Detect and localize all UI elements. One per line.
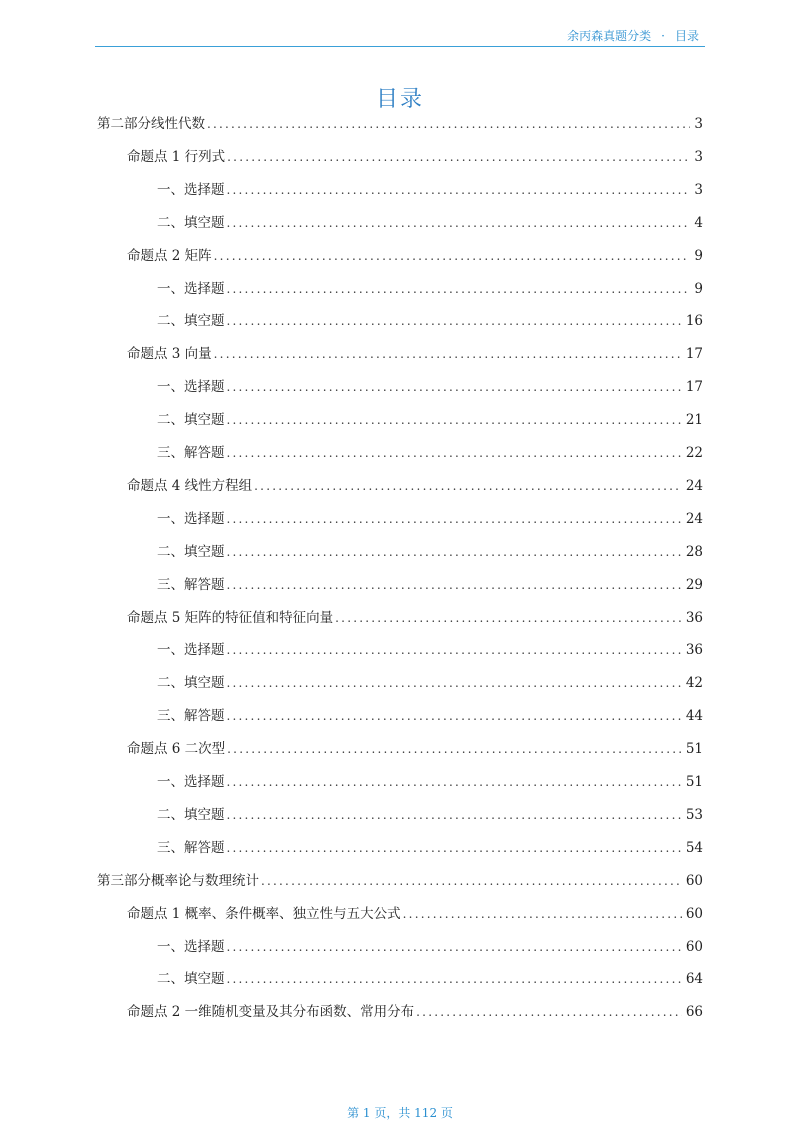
page-footer: 第 1 页，共 112 页 [347,1106,453,1120]
toc-entry-label: 三、解答题 [157,576,225,593]
toc-dot-leader [227,739,682,759]
toc-entry[interactable] [97,805,703,825]
toc-entry-label: 一、选择题 [157,642,225,659]
toc-entry-label: 一、选择题 [157,510,225,527]
toc-entry-label: 一、选择题 [157,181,225,198]
toc-dot-leader [227,509,682,529]
toc-dot-leader [227,279,691,299]
toc-entry[interactable] [97,542,703,562]
toc-entry[interactable] [97,114,703,134]
toc-entry-page: 28 [685,543,703,560]
toc-dot-leader [214,246,691,266]
header-section-title: 目录 [674,29,699,43]
toc-entry-label: 一、选择题 [157,774,225,790]
toc-entry-page: 9 [694,280,703,297]
toc-dot-leader [227,377,682,397]
toc-entry-page: 64 [685,971,703,988]
toc-dot-leader [335,608,682,628]
toc-entry-label: 命题点 1 行列式 [127,148,226,165]
toc-entry-page: 24 [685,510,703,527]
toc-entry[interactable] [97,509,703,529]
toc-entry[interactable] [97,410,703,430]
toc-entry-page: 44 [685,708,703,725]
toc-entry-page: 36 [685,642,703,659]
toc-entry-page: 3 [694,116,703,132]
toc-dot-leader [227,575,682,595]
toc-entry[interactable] [97,344,703,364]
toc-entry[interactable] [97,377,703,397]
toc-entry-page: 51 [685,774,703,790]
toc-entry-page: 17 [685,379,703,396]
toc-entry[interactable] [97,180,703,200]
toc-entry-label: 命题点 5 矩阵的特征值和特征向量 [127,609,334,626]
toc-entry-page: 3 [694,148,703,165]
toc-entry-page: 60 [685,938,703,955]
toc-entry-label: 一、选择题 [157,280,225,297]
toc-entry-page: 3 [694,181,703,198]
toc-entry[interactable] [97,673,703,693]
toc-dot-leader [227,838,682,858]
toc-entry-label: 一、选择题 [157,379,225,396]
toc-entry[interactable] [97,476,703,496]
toc-entry[interactable] [97,246,703,266]
toc-dot-leader [227,937,682,957]
toc-entry[interactable] [97,706,703,726]
toc-entry[interactable] [97,443,703,463]
toc-entry-page: 4 [694,214,703,231]
toc-entry-page: 24 [685,477,703,494]
toc-entry-label: 第三部分概率论与数理统计 [97,872,259,889]
toc-entry[interactable] [97,838,703,858]
toc-dot-leader [227,969,682,989]
toc-entry[interactable] [97,937,703,957]
toc-dot-leader [207,114,690,134]
toc-dot-leader [227,805,682,825]
toc-dot-leader [214,344,682,364]
toc-entry[interactable] [97,739,703,759]
toc-entry-label: 三、解答题 [157,445,225,461]
toc-entry-page: 60 [685,872,703,889]
toc-dot-leader [416,1002,682,1022]
toc-entry-page: 51 [685,741,703,758]
toc-dot-leader [227,410,682,430]
toc-dot-leader [227,772,682,792]
toc-entry[interactable] [97,904,703,924]
toc-entry-label: 一、选择题 [157,938,225,955]
toc-entry-label: 命题点 6 二次型 [127,741,226,758]
toc-entry-label: 二、填空题 [157,214,225,231]
header-book-title: 余丙森真题分类 [567,29,652,43]
toc-entry-page: 36 [685,609,703,626]
toc-entry-label: 二、填空题 [157,806,225,823]
header-text [567,27,699,44]
toc-entry-label: 第二部分线性代数 [97,116,205,132]
toc-dot-leader [227,443,682,463]
toc-entry-label: 命题点 2 一维随机变量及其分布函数、常用分布 [127,1004,415,1021]
toc-dot-leader [227,673,682,693]
toc-entry-label: 三、解答题 [157,708,225,725]
toc-entry[interactable] [97,640,703,660]
toc-entry-label: 二、填空题 [157,313,225,330]
toc-entry-page: 42 [685,675,703,692]
toc-entry[interactable] [97,213,703,233]
toc-entry[interactable] [97,311,703,331]
page-title: 目录 [375,87,424,112]
toc-entry-label: 命题点 3 向量 [127,346,212,363]
toc-entry[interactable] [97,147,703,167]
toc-entry-label: 命题点 1 概率、条件概率、独立性与五大公式 [127,905,401,922]
toc-dot-leader [227,147,690,167]
toc-entry-page: 54 [685,839,703,856]
toc-entry-label: 二、填空题 [157,971,225,988]
toc-dot-leader [254,476,682,496]
toc-entry-page: 53 [685,806,703,823]
toc-dot-leader [227,311,682,331]
toc-dot-leader [227,542,682,562]
toc-entry-page: 29 [685,576,703,593]
toc-entry-label: 二、填空题 [157,543,225,560]
toc-dot-leader [403,904,682,924]
toc-entry[interactable] [97,608,703,628]
toc-entry[interactable] [97,1002,703,1022]
toc-entry-page: 17 [685,346,703,363]
toc-entry[interactable] [97,772,703,792]
toc-entry-label: 二、填空题 [157,412,225,429]
toc-dot-leader [261,871,682,891]
toc-dot-leader [227,180,691,200]
toc-entry[interactable] [97,969,703,989]
toc-entry[interactable] [97,575,703,595]
header-separator: · [661,29,665,43]
toc-entry-label: 二、填空题 [157,675,225,692]
page-header [95,24,705,47]
toc-dot-leader [227,640,682,660]
toc-entry-page: 21 [685,412,703,429]
toc-dot-leader [227,706,682,726]
toc-entry-label: 命题点 2 矩阵 [127,247,212,264]
toc-dot-leader [227,213,691,233]
toc-entry-page: 16 [685,313,703,330]
toc-entry-page: 9 [694,247,703,264]
toc-entry-label: 命题点 4 线性方程组 [127,477,253,494]
toc-entry-label: 三、解答题 [157,839,225,856]
toc-entry-page: 66 [685,1004,703,1021]
toc-entry[interactable] [97,871,703,891]
toc-entry-page: 22 [685,445,703,461]
toc-entry-page: 60 [685,905,703,922]
toc-entry[interactable] [97,279,703,299]
